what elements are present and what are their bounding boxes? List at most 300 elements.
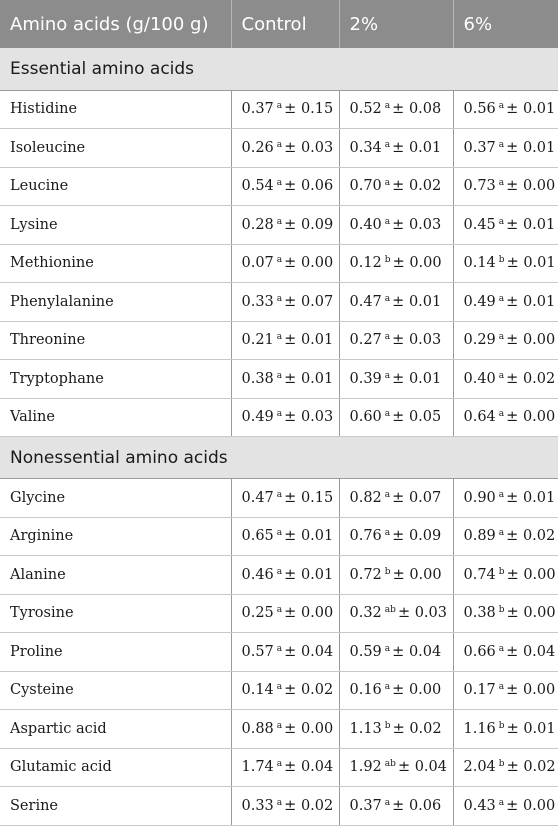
mean-value: 0.32 <box>349 605 382 622</box>
mean-value: 0.72 <box>349 566 382 583</box>
amino-acid-name: Methionine <box>0 244 231 283</box>
amino-acid-name: Glutamic acid <box>0 748 231 787</box>
value-cell <box>453 90 558 129</box>
standard-deviation: 0.02 <box>300 797 334 814</box>
plus-minus-sign: ± <box>506 489 519 506</box>
standard-deviation: 0.00 <box>522 797 556 814</box>
significance-letter: b <box>498 605 505 616</box>
significance-letter: a <box>276 720 283 731</box>
mean-value: 0.39 <box>349 370 382 387</box>
standard-deviation: 0.02 <box>300 682 334 699</box>
mean-value: 0.43 <box>463 797 496 814</box>
value-cell <box>339 517 453 556</box>
standard-deviation: 0.01 <box>522 293 556 310</box>
header-row <box>0 0 558 48</box>
table-row <box>0 129 558 168</box>
plus-minus-sign: ± <box>392 566 405 583</box>
plus-minus-sign: ± <box>397 759 411 776</box>
significance-letter: a <box>276 605 283 616</box>
significance-letter: a <box>276 255 283 266</box>
mean-value: 0.45 <box>463 216 496 233</box>
mean-value: 0.07 <box>241 255 274 272</box>
value-cell <box>339 748 453 787</box>
plus-minus-sign: ± <box>392 797 405 814</box>
standard-deviation: 0.03 <box>408 216 442 233</box>
standard-deviation: 0.03 <box>408 332 442 349</box>
amino-acid-name: Isoleucine <box>0 129 231 168</box>
amino-acid-name: Serine <box>0 787 231 826</box>
mean-value: 0.59 <box>349 643 382 660</box>
significance-letter: a <box>276 409 283 420</box>
mean-value: 0.40 <box>463 370 496 387</box>
value-cell <box>339 671 453 710</box>
plus-minus-sign: ± <box>284 759 297 776</box>
significance-letter: a <box>498 528 505 539</box>
amino-acid-name: Tryptophane <box>0 360 231 399</box>
value-cell <box>339 594 453 633</box>
plus-minus-sign: ± <box>506 101 519 118</box>
table-row <box>0 633 558 672</box>
plus-minus-sign: ± <box>284 720 297 737</box>
standard-deviation: 0.01 <box>300 370 334 387</box>
table-row <box>0 90 558 129</box>
plus-minus-sign: ± <box>392 720 405 737</box>
value-cell <box>231 633 339 672</box>
plus-minus-sign: ± <box>392 216 405 233</box>
mean-value: 1.13 <box>349 720 382 737</box>
plus-minus-sign: ± <box>284 566 297 583</box>
significance-letter: a <box>276 370 283 381</box>
significance-letter: a <box>276 139 283 150</box>
mean-value: 0.14 <box>463 255 496 272</box>
value-cell <box>231 360 339 399</box>
table-row <box>0 283 558 322</box>
significance-letter: ab <box>384 605 396 616</box>
table-row <box>0 787 558 826</box>
standard-deviation: 0.00 <box>409 566 442 583</box>
value-cell <box>231 321 339 360</box>
significance-letter: a <box>276 528 283 539</box>
amino-acid-name: Valine <box>0 398 231 437</box>
mean-value: 0.52 <box>349 101 382 118</box>
standard-deviation: 0.01 <box>522 101 556 118</box>
plus-minus-sign: ± <box>506 759 519 776</box>
plus-minus-sign: ± <box>284 605 297 622</box>
mean-value: 1.92 <box>349 759 382 776</box>
standard-deviation: 0.09 <box>408 528 442 545</box>
value-cell <box>453 633 558 672</box>
mean-value: 0.54 <box>241 178 274 195</box>
table-row <box>0 479 558 518</box>
value-cell <box>453 671 558 710</box>
amino-acid-name: Proline <box>0 633 231 672</box>
significance-letter: a <box>498 643 505 654</box>
plus-minus-sign: ± <box>506 682 519 699</box>
value-cell <box>453 787 558 826</box>
header-amino-acids: Amino acids (g/100 g) <box>0 0 231 48</box>
plus-minus-sign: ± <box>506 178 519 195</box>
plus-minus-sign: ± <box>506 332 519 349</box>
mean-value: 0.38 <box>463 605 496 622</box>
table-row <box>0 710 558 749</box>
mean-value: 0.27 <box>349 332 382 349</box>
mean-value: 0.16 <box>349 682 382 699</box>
standard-deviation: 0.00 <box>523 566 556 583</box>
significance-letter: a <box>276 759 283 770</box>
significance-letter: a <box>498 409 505 420</box>
significance-letter: a <box>384 409 391 420</box>
mean-value: 0.21 <box>241 332 274 349</box>
mean-value: 0.37 <box>349 797 382 814</box>
standard-deviation: 0.00 <box>522 682 556 699</box>
significance-letter: b <box>498 566 505 577</box>
mean-value: 0.74 <box>463 566 496 583</box>
plus-minus-sign: ± <box>392 643 405 660</box>
value-cell <box>231 594 339 633</box>
mean-value: 0.66 <box>463 643 496 660</box>
standard-deviation: 0.07 <box>300 293 334 310</box>
mean-value: 0.33 <box>241 293 274 310</box>
value-cell <box>231 244 339 283</box>
mean-value: 0.14 <box>241 682 274 699</box>
amino-acid-name: Histidine <box>0 90 231 129</box>
plus-minus-sign: ± <box>506 255 519 272</box>
plus-minus-sign: ± <box>506 528 519 545</box>
mean-value: 0.49 <box>463 293 496 310</box>
plus-minus-sign: ± <box>284 139 297 156</box>
value-cell <box>453 398 558 437</box>
standard-deviation: 0.00 <box>408 682 442 699</box>
plus-minus-sign: ± <box>284 332 297 349</box>
value-cell <box>453 517 558 556</box>
significance-letter: a <box>498 489 505 500</box>
standard-deviation: 0.01 <box>522 139 556 156</box>
table-row <box>0 671 558 710</box>
standard-deviation: 0.04 <box>522 643 556 660</box>
amino-acid-name: Leucine <box>0 167 231 206</box>
table-body <box>0 48 558 825</box>
plus-minus-sign: ± <box>506 293 519 310</box>
significance-letter: a <box>276 293 283 304</box>
plus-minus-sign: ± <box>392 139 405 156</box>
value-cell <box>339 556 453 595</box>
significance-letter: a <box>276 216 283 227</box>
standard-deviation: 0.01 <box>408 139 442 156</box>
plus-minus-sign: ± <box>506 605 519 622</box>
plus-minus-sign: ± <box>284 178 297 195</box>
standard-deviation: 0.04 <box>408 643 442 660</box>
plus-minus-sign: ± <box>392 332 405 349</box>
standard-deviation: 0.08 <box>408 101 442 118</box>
value-cell <box>231 517 339 556</box>
plus-minus-sign: ± <box>284 489 297 506</box>
plus-minus-sign: ± <box>284 643 297 660</box>
group-title: Nonessential amino acids <box>0 437 558 479</box>
plus-minus-sign: ± <box>392 489 405 506</box>
plus-minus-sign: ± <box>392 370 405 387</box>
value-cell <box>453 594 558 633</box>
standard-deviation: 0.01 <box>300 332 334 349</box>
table-row <box>0 748 558 787</box>
standard-deviation: 0.01 <box>408 370 442 387</box>
amino-acid-name: Arginine <box>0 517 231 556</box>
mean-value: 0.56 <box>463 101 496 118</box>
mean-value: 0.34 <box>349 139 382 156</box>
value-cell <box>453 244 558 283</box>
mean-value: 0.29 <box>463 332 496 349</box>
value-cell <box>339 479 453 518</box>
significance-letter: b <box>384 720 391 731</box>
value-cell <box>339 206 453 245</box>
table-row <box>0 398 558 437</box>
mean-value: 0.82 <box>349 489 382 506</box>
standard-deviation: 0.03 <box>300 139 334 156</box>
mean-value: 0.49 <box>241 409 274 426</box>
significance-letter: a <box>498 293 505 304</box>
plus-minus-sign: ± <box>506 643 519 660</box>
value-cell <box>231 556 339 595</box>
plus-minus-sign: ± <box>506 566 519 583</box>
group-title: Essential amino acids <box>0 48 558 90</box>
mean-value: 0.46 <box>241 566 274 583</box>
value-cell <box>453 360 558 399</box>
value-cell <box>231 398 339 437</box>
value-cell <box>339 321 453 360</box>
standard-deviation: 0.15 <box>300 101 334 118</box>
value-cell <box>231 710 339 749</box>
mean-value: 0.26 <box>241 139 274 156</box>
significance-letter: b <box>384 566 391 577</box>
table-row <box>0 556 558 595</box>
plus-minus-sign: ± <box>392 178 405 195</box>
amino-acid-name: Phenylalanine <box>0 283 231 322</box>
value-cell <box>339 129 453 168</box>
mean-value: 0.73 <box>463 178 496 195</box>
significance-letter: a <box>276 489 283 500</box>
value-cell <box>453 710 558 749</box>
significance-letter: a <box>384 682 391 693</box>
standard-deviation: 0.00 <box>522 409 556 426</box>
mean-value: 0.65 <box>241 528 274 545</box>
mean-value: 0.25 <box>241 605 274 622</box>
table-row <box>0 360 558 399</box>
mean-value: 0.33 <box>241 797 274 814</box>
standard-deviation: 0.00 <box>522 332 556 349</box>
mean-value: 0.38 <box>241 370 274 387</box>
standard-deviation: 0.01 <box>523 255 556 272</box>
significance-letter: a <box>384 216 391 227</box>
plus-minus-sign: ± <box>284 528 297 545</box>
mean-value: 0.37 <box>463 139 496 156</box>
standard-deviation: 0.03 <box>414 605 447 622</box>
value-cell <box>453 479 558 518</box>
group-header-row <box>0 437 558 479</box>
value-cell <box>339 244 453 283</box>
significance-letter: a <box>384 489 391 500</box>
value-cell <box>339 633 453 672</box>
plus-minus-sign: ± <box>392 293 405 310</box>
standard-deviation: 0.00 <box>300 255 334 272</box>
value-cell <box>339 710 453 749</box>
standard-deviation: 0.00 <box>300 720 334 737</box>
value-cell <box>453 748 558 787</box>
value-cell <box>231 748 339 787</box>
standard-deviation: 0.04 <box>414 759 447 776</box>
significance-letter: a <box>498 101 505 112</box>
plus-minus-sign: ± <box>284 682 297 699</box>
mean-value: 0.37 <box>241 101 274 118</box>
significance-letter: a <box>384 139 391 150</box>
mean-value: 0.70 <box>349 178 382 195</box>
plus-minus-sign: ± <box>392 101 405 118</box>
value-cell <box>231 167 339 206</box>
standard-deviation: 0.00 <box>522 178 556 195</box>
plus-minus-sign: ± <box>506 409 519 426</box>
significance-letter: a <box>384 101 391 112</box>
standard-deviation: 0.02 <box>522 370 556 387</box>
value-cell <box>231 671 339 710</box>
plus-minus-sign: ± <box>284 293 297 310</box>
standard-deviation: 0.00 <box>300 605 334 622</box>
plus-minus-sign: ± <box>506 720 519 737</box>
amino-acid-name: Aspartic acid <box>0 710 231 749</box>
standard-deviation: 0.01 <box>300 566 334 583</box>
plus-minus-sign: ± <box>506 216 519 233</box>
mean-value: 0.28 <box>241 216 274 233</box>
standard-deviation: 0.00 <box>523 605 556 622</box>
plus-minus-sign: ± <box>506 797 519 814</box>
mean-value: 1.16 <box>463 720 496 737</box>
significance-letter: a <box>276 797 283 808</box>
amino-acid-name: Glycine <box>0 479 231 518</box>
value-cell <box>231 479 339 518</box>
plus-minus-sign: ± <box>506 139 519 156</box>
significance-letter: a <box>384 293 391 304</box>
plus-minus-sign: ± <box>284 370 297 387</box>
mean-value: 0.88 <box>241 720 274 737</box>
significance-letter: a <box>276 101 283 112</box>
value-cell <box>453 283 558 322</box>
table-row <box>0 244 558 283</box>
standard-deviation: 0.04 <box>300 643 334 660</box>
significance-letter: b <box>498 759 505 770</box>
significance-letter: a <box>498 797 505 808</box>
plus-minus-sign: ± <box>392 409 405 426</box>
standard-deviation: 0.01 <box>523 720 556 737</box>
value-cell <box>339 398 453 437</box>
plus-minus-sign: ± <box>392 528 405 545</box>
significance-letter: a <box>384 178 391 189</box>
value-cell <box>453 321 558 360</box>
amino-acid-name: Alanine <box>0 556 231 595</box>
standard-deviation: 0.07 <box>408 489 442 506</box>
standard-deviation: 0.00 <box>409 255 442 272</box>
mean-value: 1.74 <box>241 759 274 776</box>
value-cell <box>453 167 558 206</box>
significance-letter: a <box>276 643 283 654</box>
significance-letter: a <box>498 370 505 381</box>
significance-letter: ab <box>384 759 396 770</box>
standard-deviation: 0.09 <box>300 216 334 233</box>
mean-value: 0.17 <box>463 682 496 699</box>
standard-deviation: 0.02 <box>408 178 442 195</box>
standard-deviation: 0.01 <box>300 528 334 545</box>
significance-letter: b <box>498 255 505 266</box>
value-cell <box>453 206 558 245</box>
significance-letter: a <box>384 370 391 381</box>
plus-minus-sign: ± <box>506 370 519 387</box>
value-cell <box>231 206 339 245</box>
value-cell <box>453 129 558 168</box>
significance-letter: a <box>384 528 391 539</box>
mean-value: 0.60 <box>349 409 382 426</box>
standard-deviation: 0.15 <box>300 489 334 506</box>
table-row <box>0 594 558 633</box>
amino-acid-name: Lysine <box>0 206 231 245</box>
header-6-percent: 6% <box>453 0 558 48</box>
significance-letter: a <box>384 797 391 808</box>
standard-deviation: 0.02 <box>522 528 556 545</box>
standard-deviation: 0.06 <box>300 178 334 195</box>
significance-letter: a <box>498 682 505 693</box>
standard-deviation: 0.06 <box>408 797 442 814</box>
plus-minus-sign: ± <box>284 216 297 233</box>
amino-acid-name: Threonine <box>0 321 231 360</box>
plus-minus-sign: ± <box>284 255 297 272</box>
table-row <box>0 321 558 360</box>
significance-letter: a <box>498 139 505 150</box>
significance-letter: a <box>276 682 283 693</box>
significance-letter: a <box>384 643 391 654</box>
significance-letter: b <box>384 255 391 266</box>
plus-minus-sign: ± <box>284 101 297 118</box>
amino-acid-name: Cysteine <box>0 671 231 710</box>
plus-minus-sign: ± <box>284 409 297 426</box>
value-cell <box>231 787 339 826</box>
significance-letter: a <box>498 216 505 227</box>
standard-deviation: 0.01 <box>408 293 442 310</box>
mean-value: 0.40 <box>349 216 382 233</box>
mean-value: 0.47 <box>349 293 382 310</box>
plus-minus-sign: ± <box>392 682 405 699</box>
value-cell <box>339 167 453 206</box>
significance-letter: b <box>498 720 505 731</box>
plus-minus-sign: ± <box>392 255 405 272</box>
significance-letter: a <box>276 178 283 189</box>
significance-letter: a <box>384 332 391 343</box>
mean-value: 0.12 <box>349 255 382 272</box>
mean-value: 0.47 <box>241 489 274 506</box>
mean-value: 0.64 <box>463 409 496 426</box>
group-header-row <box>0 48 558 90</box>
value-cell <box>231 129 339 168</box>
significance-letter: a <box>498 178 505 189</box>
value-cell <box>339 360 453 399</box>
table-row <box>0 517 558 556</box>
value-cell <box>339 283 453 322</box>
standard-deviation: 0.05 <box>408 409 442 426</box>
mean-value: 0.89 <box>463 528 496 545</box>
significance-letter: a <box>276 566 283 577</box>
plus-minus-sign: ± <box>284 797 297 814</box>
mean-value: 0.76 <box>349 528 382 545</box>
value-cell <box>339 90 453 129</box>
standard-deviation: 0.04 <box>300 759 334 776</box>
plus-minus-sign: ± <box>397 605 411 622</box>
standard-deviation: 0.03 <box>300 409 334 426</box>
significance-letter: a <box>498 332 505 343</box>
amino-acid-name: Tyrosine <box>0 594 231 633</box>
